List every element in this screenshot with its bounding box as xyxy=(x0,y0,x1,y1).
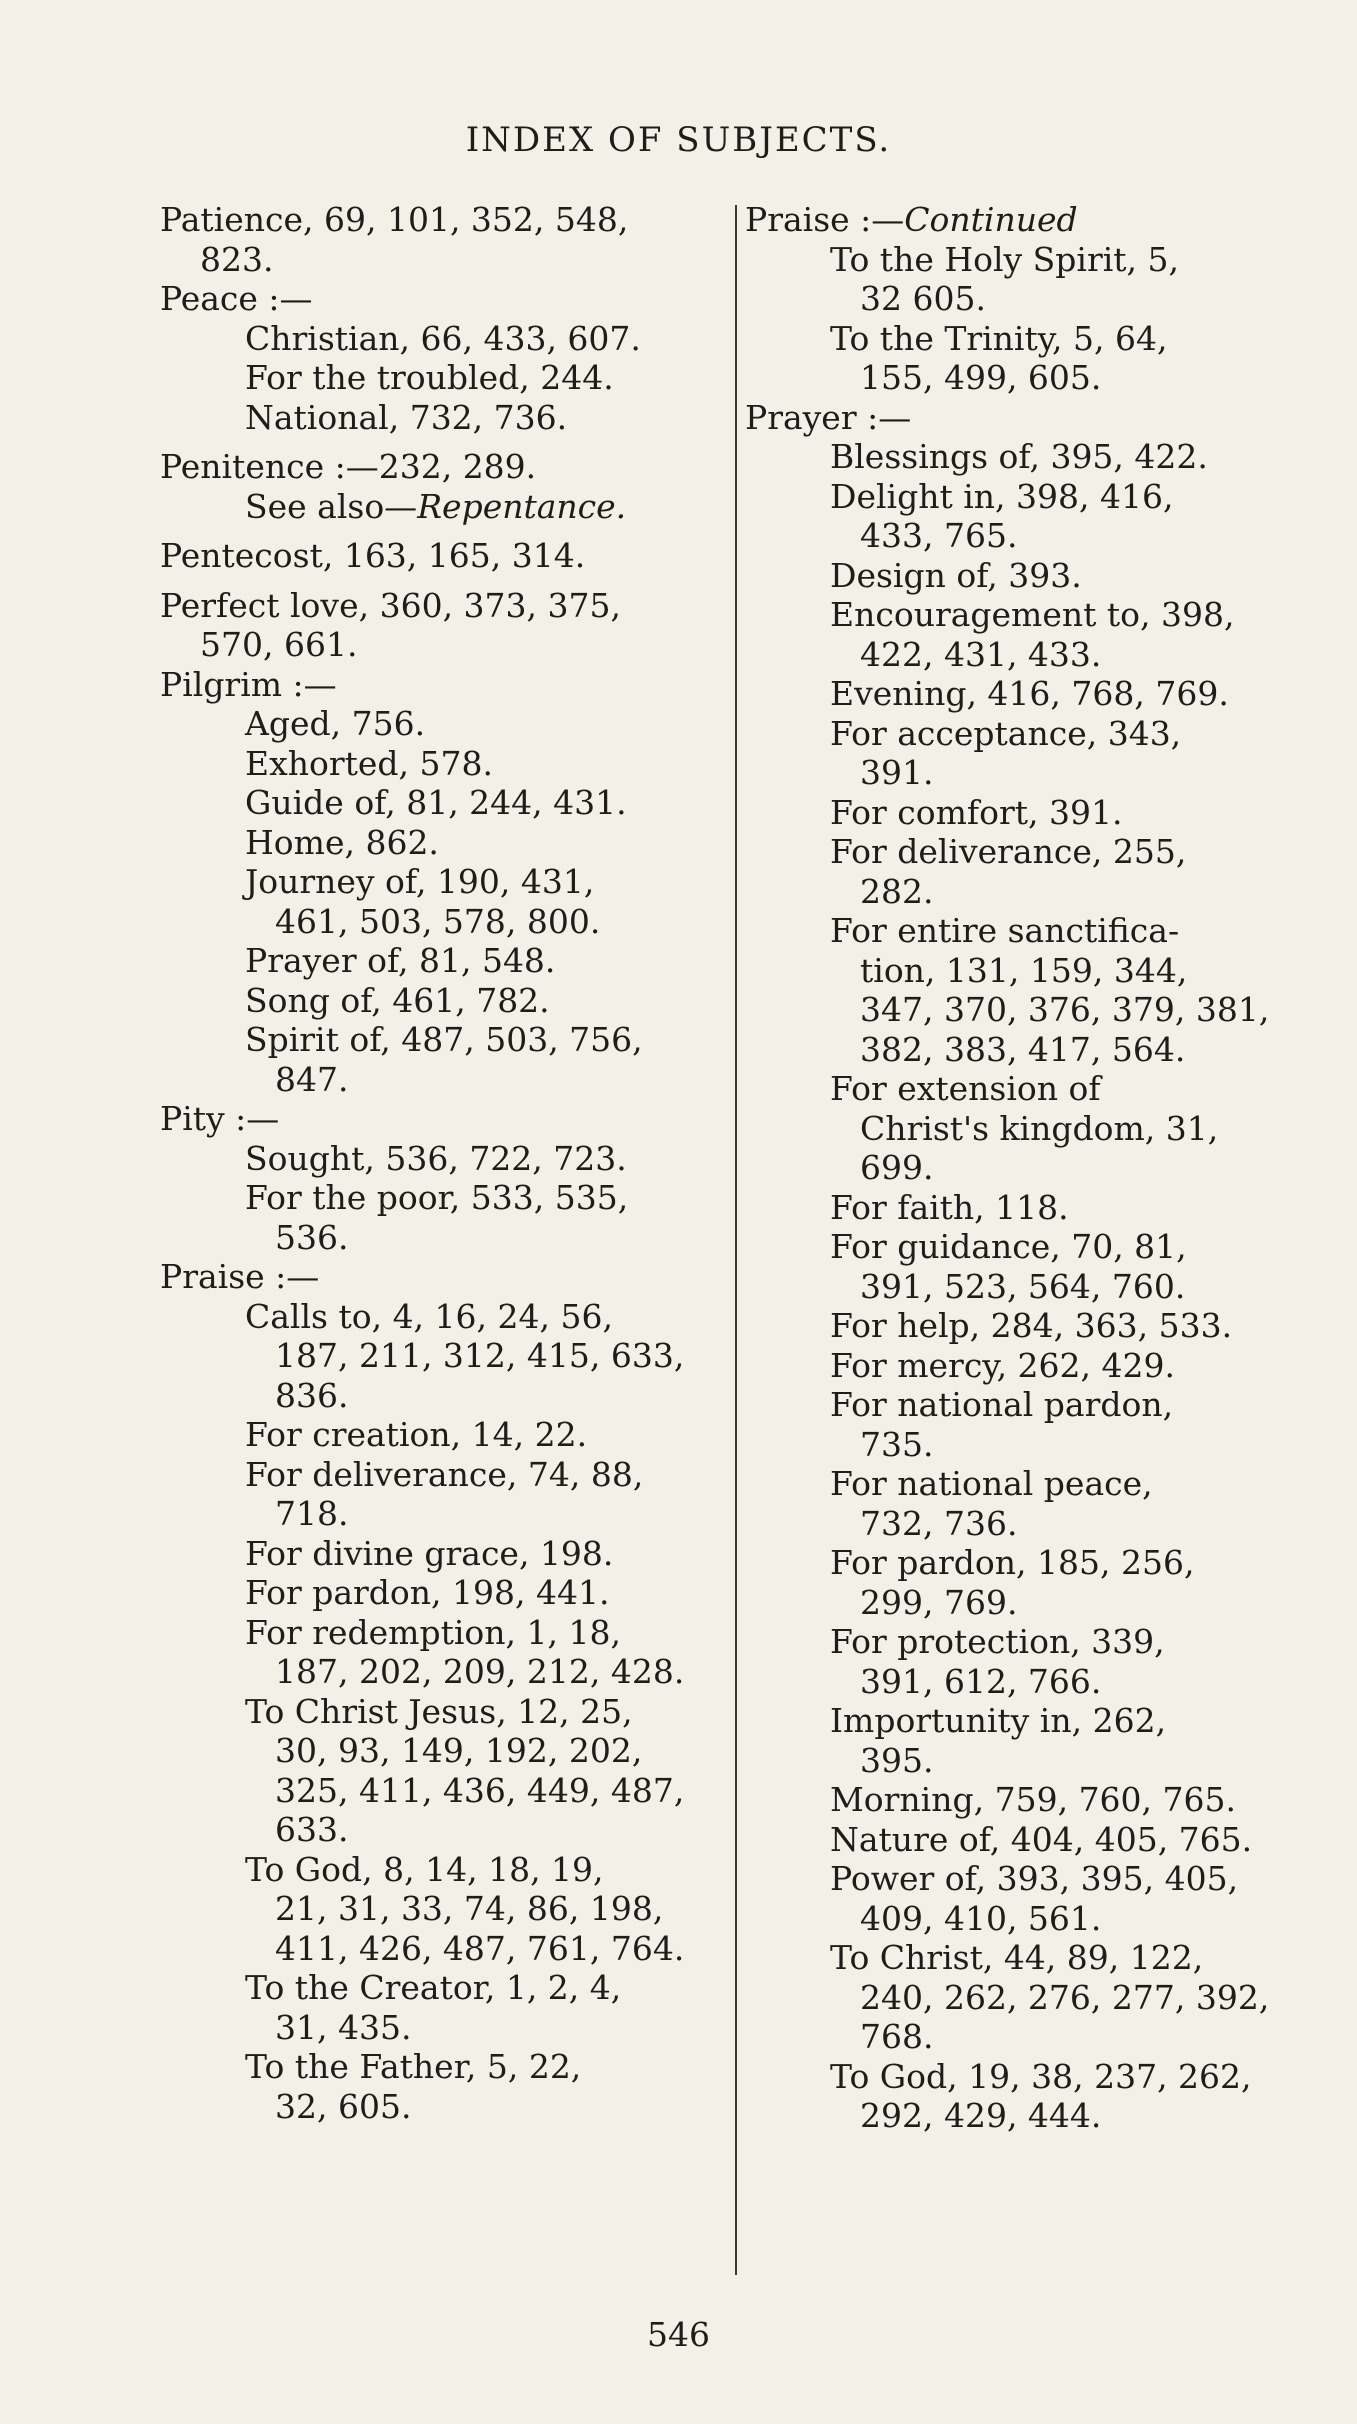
index-entry-line: To the Creator, 1, 2, 4, xyxy=(245,1968,622,2007)
index-entry-line: For faith, 118. xyxy=(830,1187,1069,1227)
index-entry xyxy=(745,2057,1305,2136)
index-entry-line: For extension of xyxy=(830,1069,1101,1108)
index-entry-line: To the Trinity, 5, 64, xyxy=(830,318,1168,358)
index-entry xyxy=(160,823,725,863)
index-entry-line: National, 732, 736. xyxy=(245,397,568,437)
index-entry xyxy=(745,477,1305,556)
index-entry xyxy=(160,744,725,784)
index-entry xyxy=(745,1306,1305,1346)
index-entry-line: 409, 410, 561. xyxy=(860,1898,1102,1938)
index-entry-line: For deliverance, 255, xyxy=(830,832,1187,871)
index-entry-line: 732, 736. xyxy=(860,1503,1018,1543)
index-entry xyxy=(160,1139,725,1179)
index-entry-line: 347, 370, 376, 379, 381, xyxy=(860,990,1270,1029)
index-entry xyxy=(745,595,1305,674)
index-entry xyxy=(160,783,725,823)
index-entry-line: For protection, 339, xyxy=(830,1622,1165,1661)
index-entry-line: For the troubled, 244. xyxy=(245,358,614,397)
index-entry-line: 461, 503, 578, 800. xyxy=(275,901,601,941)
index-entry xyxy=(160,536,725,576)
index-entry-line: For mercy, 262, 429. xyxy=(830,1345,1175,1385)
index-entry-line: 292, 429, 444. xyxy=(860,2096,1102,2135)
index-entry-line: Patience, 69, 101, 352, 548, xyxy=(160,200,629,239)
index-entry-line: Importunity in, 262, xyxy=(830,1701,1167,1740)
index-entry-line: Prayer :— xyxy=(745,397,912,437)
index-entry xyxy=(745,1385,1305,1464)
index-entry-line: 391, 612, 766. xyxy=(860,1661,1102,1701)
index-entry-line: 391. xyxy=(860,753,934,792)
index-entry-line: Peace :— xyxy=(160,279,313,318)
index-entry-line: 847. xyxy=(275,1059,349,1099)
column-divider xyxy=(735,205,737,2275)
index-entry-line: For pardon, 185, 256, xyxy=(830,1543,1195,1582)
index-entry-line: 187, 202, 209, 212, 428. xyxy=(275,1652,685,1691)
index-entry-line: Praise :— xyxy=(160,1257,320,1296)
index-entry xyxy=(745,1820,1305,1860)
index-entry-line: Design of, 393. xyxy=(830,555,1082,595)
index-entry-line: For entire sanctifica- xyxy=(830,911,1180,950)
index-entry-line: 299, 769. xyxy=(860,1582,1018,1622)
page-number: 546 xyxy=(647,2315,710,2354)
index-entry xyxy=(745,674,1305,714)
index-entry xyxy=(745,911,1305,1069)
index-entry-line: For help, 284, 363, 533. xyxy=(830,1306,1233,1345)
index-entry xyxy=(160,487,725,527)
index-entry-line: Christ's kingdom, 31, xyxy=(860,1108,1219,1148)
index-column-right xyxy=(745,200,1305,2136)
index-entry xyxy=(745,1069,1305,1188)
index-entry-line: 187, 211, 312, 415, 633, xyxy=(275,1336,685,1375)
index-entry-line: For creation, 14, 22. xyxy=(245,1415,588,1454)
index-entry-line: To the Holy Spirit, 5, xyxy=(830,239,1180,279)
index-entry xyxy=(745,1543,1305,1622)
index-entry-line: 382, 383, 417, 564. xyxy=(860,1029,1186,1069)
index-entry xyxy=(160,1020,725,1099)
index-entry xyxy=(160,1415,725,1455)
page-header: INDEX OF SUBJECTS. xyxy=(465,120,892,160)
index-entry-line: For the poor, 533, 535, xyxy=(245,1178,629,1217)
index-entry-line: Aged, 756. xyxy=(245,704,426,743)
index-entry-line: For pardon, 198, 441. xyxy=(245,1573,610,1612)
index-entry xyxy=(160,704,725,744)
index-entry-line: Perfect love, 360, 373, 375, xyxy=(160,585,621,625)
index-entry-line: For guidance, 70, 81, xyxy=(830,1227,1187,1266)
index-entry-line: To God, 8, 14, 18, 19, xyxy=(245,1849,604,1889)
index-entry xyxy=(160,941,725,981)
index-entry xyxy=(745,1859,1305,1938)
index-entry xyxy=(745,1464,1305,1543)
index-entry-line: Power of, 393, 395, 405, xyxy=(830,1859,1239,1898)
index-entry xyxy=(160,586,725,665)
index-entry xyxy=(160,1613,725,1692)
index-entry-line: Pilgrim :— xyxy=(160,664,337,704)
index-entry xyxy=(745,319,1305,398)
index-entry xyxy=(745,793,1305,833)
index-entry xyxy=(745,240,1305,319)
index-entry xyxy=(160,319,725,359)
index-entry-line: 155, 499, 605. xyxy=(860,358,1102,397)
index-entry-line: 536. xyxy=(275,1217,349,1257)
index-entry-line: Guide of, 81, 244, 431. xyxy=(245,783,627,822)
index-entry xyxy=(160,1455,725,1534)
index-entry-line: 325, 411, 436, 449, 487, xyxy=(275,1770,685,1810)
index-entry xyxy=(745,398,1305,438)
index-entry xyxy=(160,981,725,1021)
index-entry xyxy=(160,1534,725,1574)
index-entry xyxy=(745,1346,1305,1386)
index-entry xyxy=(160,1573,725,1613)
index-entry-line: 836. xyxy=(275,1375,349,1415)
index-entry-line: Song of, 461, 782. xyxy=(245,980,550,1020)
index-entry-line: 570, 661. xyxy=(200,625,358,664)
index-entry xyxy=(745,200,1305,240)
index-entry-line: Pity :— xyxy=(160,1099,280,1138)
index-entry-line: 21, 31, 33, 74, 86, 198, xyxy=(275,1889,664,1928)
index-entry-line: 240, 262, 276, 277, 392, xyxy=(860,1977,1270,2017)
index-entry-line: 32, 605. xyxy=(275,2086,412,2126)
index-entry-line: tion, 131, 159, 344, xyxy=(860,950,1188,990)
index-entry xyxy=(160,1099,725,1139)
index-entry-line: See also—Repentance. xyxy=(245,486,627,526)
index-entry-line: 282. xyxy=(860,871,934,911)
index-entry-line: 411, 426, 487, 761, 764. xyxy=(275,1928,685,1968)
index-entry xyxy=(745,556,1305,596)
index-entry xyxy=(160,1297,725,1416)
index-entry-line: For acceptance, 343, xyxy=(830,713,1182,753)
index-column-left xyxy=(160,200,725,2126)
index-entry xyxy=(160,398,725,438)
index-entry-line: Pentecost, 163, 165, 314. xyxy=(160,536,586,575)
index-entry-line: 30, 93, 149, 192, 202, xyxy=(275,1731,643,1770)
index-entry xyxy=(160,1850,725,1969)
index-entry-line: For deliverance, 74, 88, xyxy=(245,1454,644,1494)
index-entry xyxy=(745,1701,1305,1780)
index-entry-line: Journey of, 190, 431, xyxy=(245,862,595,901)
index-entry-line: 391, 523, 564, 760. xyxy=(860,1266,1186,1306)
index-entry-line: 718. xyxy=(275,1494,349,1533)
index-entry-line: For divine grace, 198. xyxy=(245,1533,614,1573)
index-entry xyxy=(745,1780,1305,1820)
index-entry-line: To Christ Jesus, 12, 25, xyxy=(245,1691,633,1731)
index-entry xyxy=(160,358,725,398)
index-entry xyxy=(745,1938,1305,2057)
index-entry xyxy=(745,1227,1305,1306)
index-entry-line: Spirit of, 487, 503, 756, xyxy=(245,1020,643,1059)
index-entry-line: Nature of, 404, 405, 765. xyxy=(830,1819,1253,1859)
index-entry-line: Home, 862. xyxy=(245,822,439,862)
index-entry-line: Evening, 416, 768, 769. xyxy=(830,674,1229,713)
index-entry-line: Exhorted, 578. xyxy=(245,743,493,783)
index-entry xyxy=(160,1178,725,1257)
index-entry-line: 735. xyxy=(860,1424,934,1464)
index-entry-line: 768. xyxy=(860,2017,934,2056)
index-entry-line: For redemption, 1, 18, xyxy=(245,1612,621,1652)
index-entry-line: Sought, 536, 722, 723. xyxy=(245,1138,627,1178)
index-entry-line: 699. xyxy=(860,1148,934,1187)
index-entry xyxy=(160,862,725,941)
index-entry-line: Penitence :—232, 289. xyxy=(160,447,537,486)
index-entry xyxy=(160,665,725,705)
index-entry xyxy=(745,437,1305,477)
index-entry-line: Praise :—Continued xyxy=(745,200,1078,239)
index-entry xyxy=(745,1188,1305,1228)
index-entry xyxy=(160,1968,725,2047)
index-entry-line: 395. xyxy=(860,1740,934,1780)
index-entry-line: Calls to, 4, 16, 24, 56, xyxy=(245,1296,613,1336)
index-entry xyxy=(160,1692,725,1850)
index-entry xyxy=(160,2047,725,2126)
index-entry xyxy=(745,1622,1305,1701)
index-entry-line: To God, 19, 38, 237, 262, xyxy=(830,2056,1252,2096)
index-entry xyxy=(160,279,725,319)
index-entry-line: For national peace, xyxy=(830,1464,1153,1503)
index-entry-line: 31, 435. xyxy=(275,2007,412,2047)
index-entry-line: 422, 431, 433. xyxy=(860,634,1102,674)
index-entry-italic: Repentance. xyxy=(417,486,627,526)
index-entry-line: Delight in, 398, 416, xyxy=(830,476,1174,516)
index-entry-line: Encouragement to, 398, xyxy=(830,595,1235,634)
index-entry-line: 633. xyxy=(275,1810,349,1849)
index-entry xyxy=(160,447,725,487)
index-entry-line: To Christ, 44, 89, 122, xyxy=(830,1938,1204,1977)
index-entry xyxy=(160,200,725,279)
index-entry xyxy=(160,1257,725,1297)
index-entry-line: To the Father, 5, 22, xyxy=(245,2047,582,2086)
index-entry-line: 823. xyxy=(200,239,274,279)
index-entry-line: Blessings of, 395, 422. xyxy=(830,437,1208,476)
index-entry-line: Prayer of, 81, 548. xyxy=(245,941,556,980)
index-entry-line: Christian, 66, 433, 607. xyxy=(245,318,641,358)
index-entry-line: For comfort, 391. xyxy=(830,792,1123,832)
index-entry-line: 433, 765. xyxy=(860,516,1018,555)
index-entry-line: 32 605. xyxy=(860,279,986,318)
index-entry-line: For national pardon, xyxy=(830,1385,1174,1424)
index-entry-italic: Continued xyxy=(904,200,1078,239)
index-entry-line: Morning, 759, 760, 765. xyxy=(830,1780,1237,1819)
index-entry xyxy=(745,832,1305,911)
index-entry xyxy=(745,714,1305,793)
